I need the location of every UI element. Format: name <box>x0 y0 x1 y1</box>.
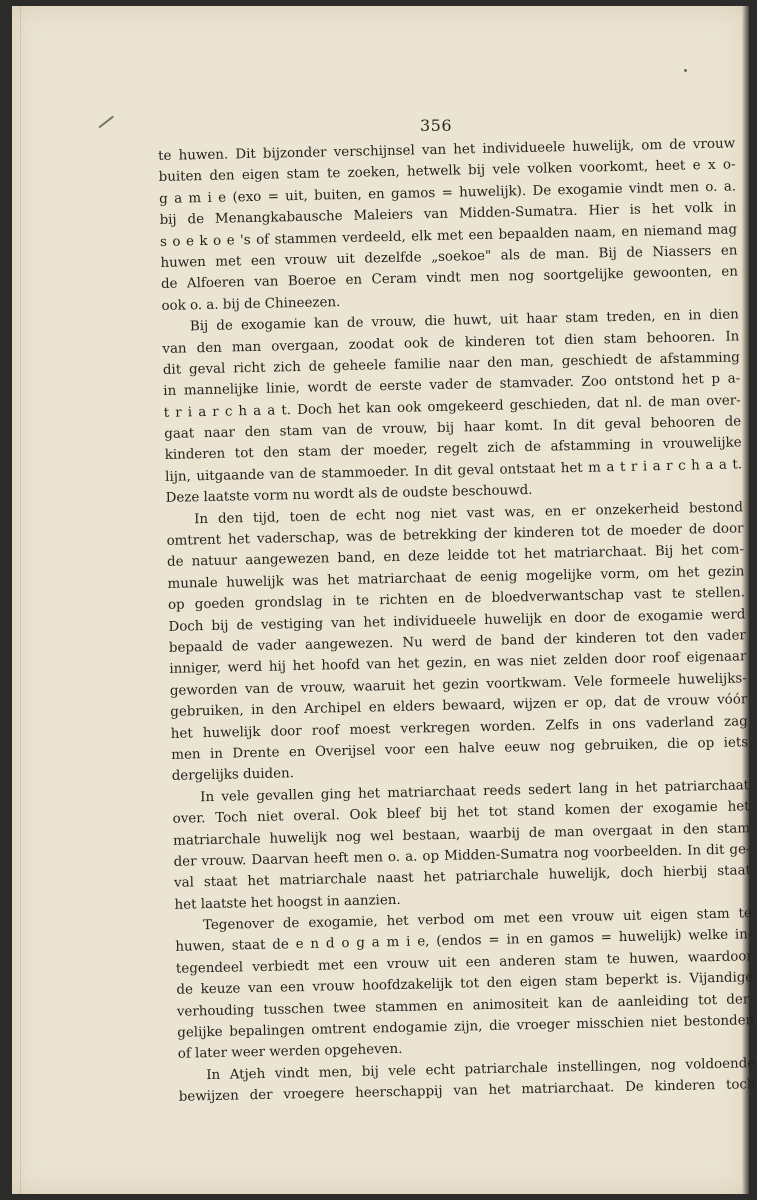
text-line: bepaald de vader aangewezen. Nu werd de band der kinderen tot den vader <box>168 628 746 656</box>
text-line: in mannelijke linie, wordt de eerste vader de stamvader. Zoo ontstond het p a- <box>163 371 741 400</box>
text-line: Bij de exogamie kan de vrouw, die huwt, uit haar stam treden, en in dien <box>189 307 739 335</box>
pencil-mark <box>98 116 113 128</box>
text-line: gebruiken, in den Archipel en elders bewaard, wijzen er op, dat de vrouw vóór <box>170 692 748 721</box>
text-line: der vrouw. Daarvan heeft men o. a. op Midden-Sumatra nog voorbeelden. In dit ge- <box>173 842 751 870</box>
text-line: s o e k o e 's of stammen verdeeld, elk met een bepaalden naam, en niemand mag <box>159 221 738 250</box>
text-line: de Alfoeren van Boeroe en Ceram vindt men nog soortgelijke gewoonten, en <box>160 264 739 293</box>
text-line: tegendeel verbiedt met een vrouw uit een anderen stam te huwen, waardoor <box>175 949 753 977</box>
text-line: g a m i e (exo = uit, buiten, en gamos = huwelijk). De exogamie vindt men o. a. <box>158 179 737 207</box>
text-line: ook o. a. bij de Chineezen. <box>161 294 341 314</box>
text-line: het laatste het hoogst in aanzien. <box>174 892 401 913</box>
text-line: men in Drente en Overijsel voor een halve eeuw nog gebruiken, die op iets <box>171 735 749 763</box>
text-line: de natuur aangewezen band, en deze leidde tot het matriarchaat. Bij het com- <box>166 542 745 571</box>
text-line: gaat naar den stam van de vrouw, bij haar komt. In dit geval behooren de <box>164 414 742 443</box>
text-line: bij de Menangkabausche Maleiers van Midden-Sumatra. Hier is het volk in <box>159 200 737 229</box>
text-line: lijn, uitgaande van de stammoeder. In dit geval ontstaat het m a t r i a r c h a a t. <box>165 457 743 485</box>
text-line: verhouding tusschen twee stammen en animositeit kan de aanleiding tot der- <box>176 991 754 1020</box>
page-margin-line <box>20 6 21 1194</box>
text-line: munale huwelijk was het matriarchaat de eenig mogelijke vorm, om het gezin <box>167 564 745 592</box>
text-line: op goeden grondslag in te richten en de bloedverwantschap vast te stellen. <box>167 585 746 614</box>
text-line: buiten den eigen stam te zoeken, hetwelk bij vele volken voorkomt, heet e x o- <box>158 157 736 186</box>
text-line: Tegenover de exogamie, het verbod om met een vrouw uit eigen stam te <box>202 906 753 934</box>
text-line: In Atjeh vindt men, bij vele echt patriarchale instellingen, nog voldoende <box>206 1055 756 1083</box>
text-line: huwen met een vrouw uit dezelfde „soekoe" als de man. Bij de Niassers en <box>160 243 738 271</box>
text-line: over. Toch niet overal. Ook bleef bij het tot stand komen der exogamie het <box>172 799 750 827</box>
text-line: kinderen tot den stam der moeder, regelt zich de afstamming in vrouwelijke <box>164 435 742 464</box>
text-line: In den tijd, toen de echt nog niet vast was, en er onzekerheid bestond <box>193 499 744 527</box>
text-line: gelijke bepalingen omtrent endogamie zijn, die vroeger misschien niet bestonden <box>177 1013 755 1041</box>
text-line: huwen, staat de e n d o g a m i e, (endos = in en gamos = huwelijk) welke in- <box>175 927 753 956</box>
text-line: omtrent het vaderschap, was de betrekking der kinderen tot de moeder de door <box>166 521 744 549</box>
text-line: t r i a r c h a a t. Doch het kan ook omgekeerd geschieden, dat nl. de man over- <box>163 393 741 421</box>
page-number: 356 <box>420 116 453 135</box>
text-line: te huwen. Dit bijzonder verschijnsel van het individueele huwelijk, om de vrouw <box>158 136 736 164</box>
body-text <box>158 133 756 1108</box>
text-line: bewijzen der vroegere heerschappij van het matriarchaat. De kinderen toch <box>178 1077 756 1105</box>
text-line: van den man overgaan, zoodat ook de kinderen tot dien stam behooren. In <box>162 328 740 357</box>
paper-speck <box>684 69 687 72</box>
text-line: Deze laatste vorm nu wordt als de oudste beschouwd. <box>165 483 533 507</box>
text-line: het huwelijk door roof moest verkregen worden. Zelfs in ons vaderland zag <box>170 713 748 742</box>
text-line: inniger, werd hij het hoofd van het gezin, en was niet zelden door roof eigenaar <box>169 649 747 678</box>
text-line: geworden van de vrouw, waaruit het gezin voortkwam. Vele formeele huwelijks- <box>169 671 747 699</box>
text-line: dergelijks duiden. <box>171 766 295 785</box>
text-line: val staat het matriarchale naast het patriarchale huwelijk, doch hierbij staat <box>173 863 752 892</box>
text-line: dit geval richt zich de geheele familie naar den man, geschiedt de afstamming <box>162 350 740 378</box>
text-line: matriarchale huwelijk nog wel bestaan, waarbij de man overgaat in den stam <box>172 820 751 849</box>
text-line: In vele gevallen ging het matriarchaat reeds sedert lang in het patriarchaat <box>200 777 750 805</box>
text-line: of later weer werden opgeheven. <box>177 1042 403 1063</box>
text-line: de keuze van een vrouw hoofdzakelijk tot den eigen stam beperkt is. Vijandige <box>176 970 754 999</box>
text-line: Doch bij de vestiging van het individueele huwelijk en door de exogamie werd <box>168 606 746 635</box>
